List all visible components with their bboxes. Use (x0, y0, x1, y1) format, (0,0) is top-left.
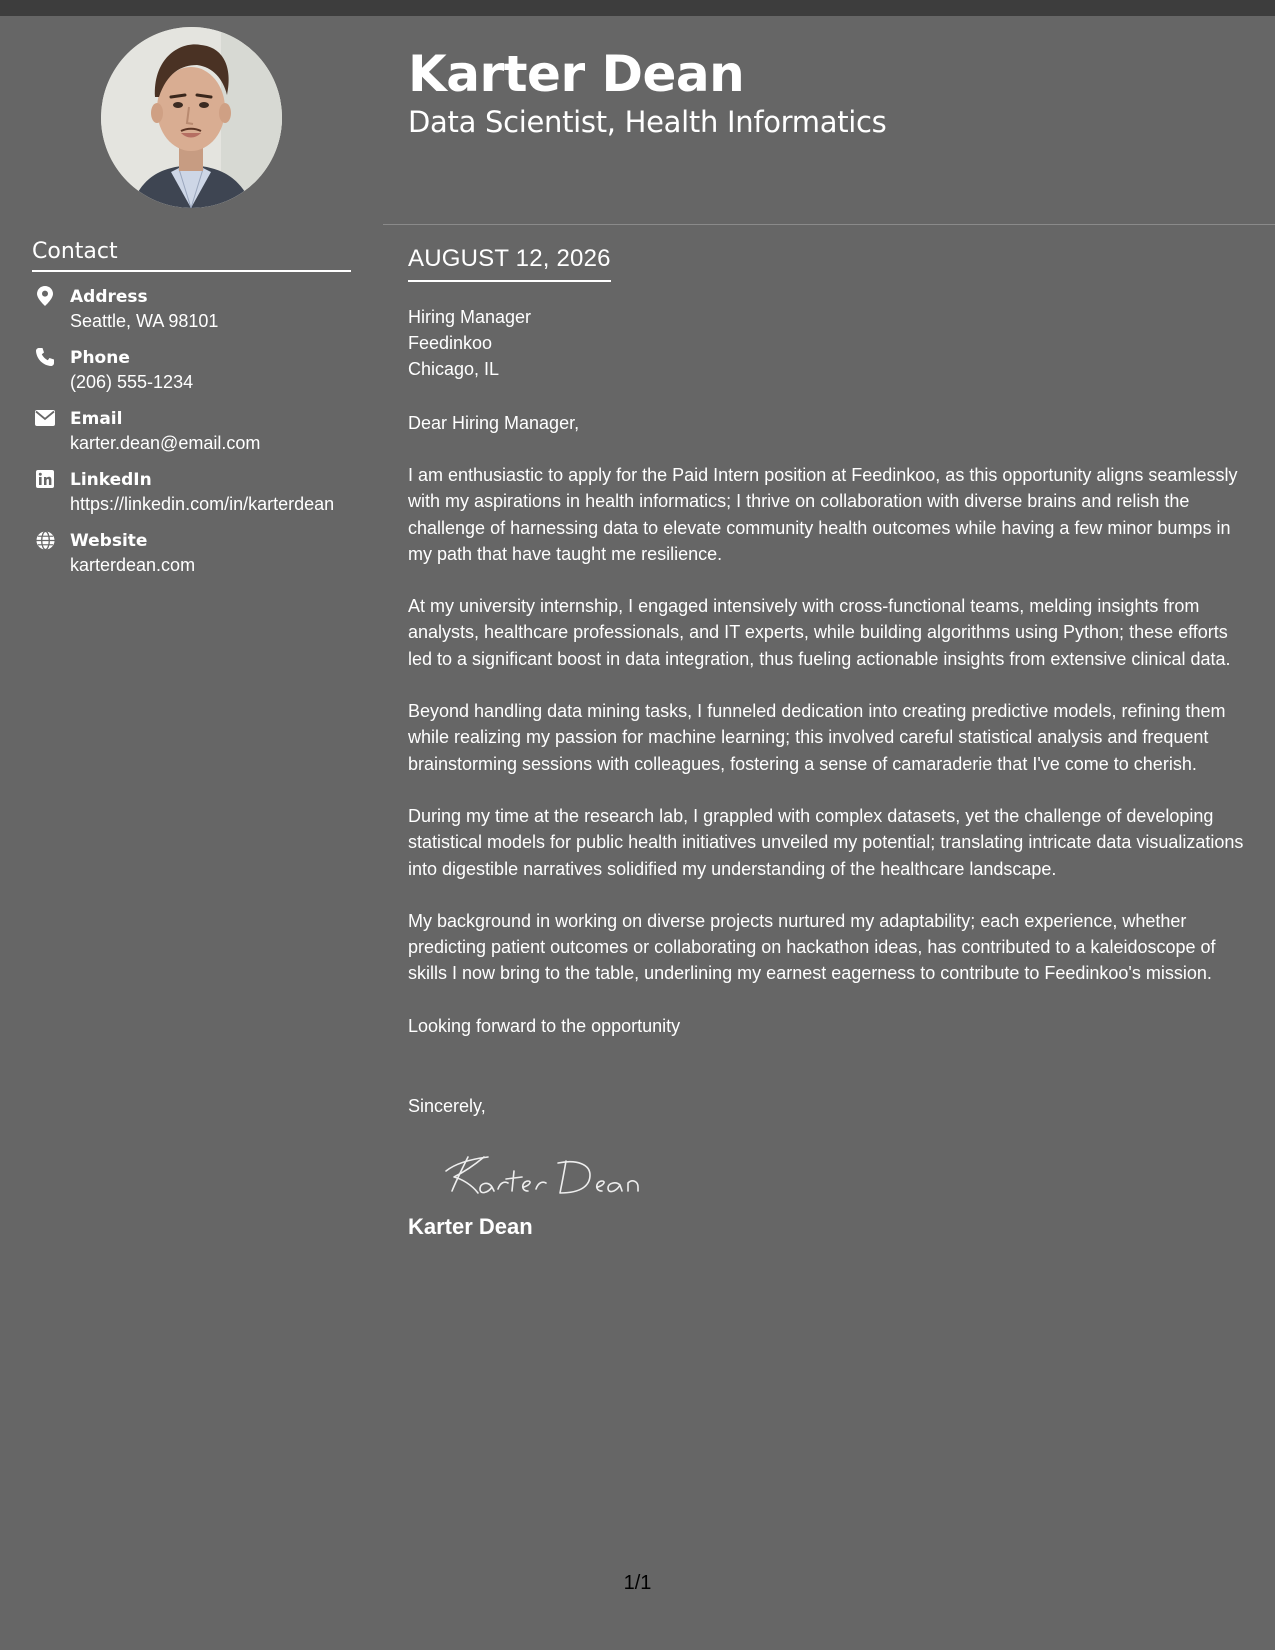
contact-label-linkedin: LinkedIn (70, 470, 152, 490)
top-strip (0, 0, 1275, 16)
header-divider (383, 224, 1275, 225)
contact-item-phone (32, 346, 351, 395)
contact-sidebar (32, 238, 351, 590)
candidate-name: Karter Dean (408, 45, 745, 103)
candidate-title: Data Scientist, Health Informatics (408, 105, 887, 139)
closing-line: Looking forward to the opportunity (408, 1015, 681, 1036)
letter-paragraph: At my university internship, I engaged intensively with cross-functional teams, melding insights from analysts, healthcare professionals, and IT experts, while building algorithms using Python; these efforts led to a significant boost in data integration, thus fueling actionable insights from extensive clinical data. (408, 596, 1231, 669)
recipient-location: Chicago, IL (408, 359, 500, 379)
contact-value-website: karterdean.com (70, 555, 196, 575)
letter-paragraph: During my time at the research lab, I grappled with complex datasets, yet the challenge of developing statistical models for public health initiatives unveiled my potential; translating intricate data visualizations into digestible narratives solidified my understanding of the healthcare landscape. (408, 805, 1244, 879)
contact-value-linkedin: https://linkedin.com/in/karterdean (70, 494, 335, 514)
envelope-icon (34, 408, 56, 430)
recipient-company: Feedinkoo (408, 333, 493, 353)
linkedin-icon (34, 469, 56, 491)
recipient-title: Hiring Manager (408, 307, 532, 327)
letter-paragraph: Beyond handling data mining tasks, I funneled dedication into creating predictive models, refining them while realizing my passion for machine learning; this involved careful statistical analysis and frequent brainstorming sessions with colleagues, fostering a sense of camaraderie that I've come to cherish. (408, 701, 1226, 774)
contact-label-address: Address (70, 287, 148, 307)
contact-heading: Contact (32, 238, 351, 272)
letter-date: AUGUST 12, 2026 (408, 244, 611, 282)
letter-body (408, 244, 1251, 1241)
salutation: Dear Hiring Manager, (408, 413, 580, 433)
contact-item-linkedin (32, 468, 351, 517)
header (408, 44, 886, 140)
contact-item-address (32, 285, 351, 334)
globe-icon (34, 530, 56, 552)
contact-value-phone: (206) 555-1234 (70, 372, 194, 392)
map-pin-icon (34, 286, 56, 308)
profile-photo-image (101, 27, 282, 208)
profile-photo (101, 27, 282, 208)
signer-name: Karter Dean (408, 1213, 533, 1239)
contact-label-phone: Phone (70, 348, 130, 368)
contact-value-email: karter.dean@email.com (70, 433, 261, 453)
contact-label-website: Website (70, 531, 148, 551)
contact-item-website (32, 529, 351, 578)
letter-paragraph: My background in working on diverse projects nurtured my adaptability; each experience, whether predicting patient outcomes or collaborating on hackathon ideas, has contributed to a kaleidoscope of skills I now bring to the table, underlining my earnest eagerness to contribute to Feedinkoo's mission. (408, 910, 1216, 984)
contact-label-email: Email (70, 409, 123, 429)
contact-item-email (32, 407, 351, 456)
letter-paragraph: I am enthusiastic to apply for the Paid Intern position at Feedinkoo, as this opportunity aligns seamlessly with my aspirations in health informatics; I thrive on collaboration with diverse brains and relish the challenge of harnessing data to elevate community health outcomes while having a few minor bumps in my path that have taught me resilience. (408, 465, 1238, 564)
sign-off: Sincerely, (408, 1095, 486, 1116)
page-number: 1/1 (623, 1572, 652, 1594)
contact-value-address: Seattle, WA 98101 (70, 311, 219, 331)
recipient-block (408, 304, 1251, 382)
handwritten-signature (432, 1141, 1251, 1213)
phone-icon (34, 347, 56, 369)
